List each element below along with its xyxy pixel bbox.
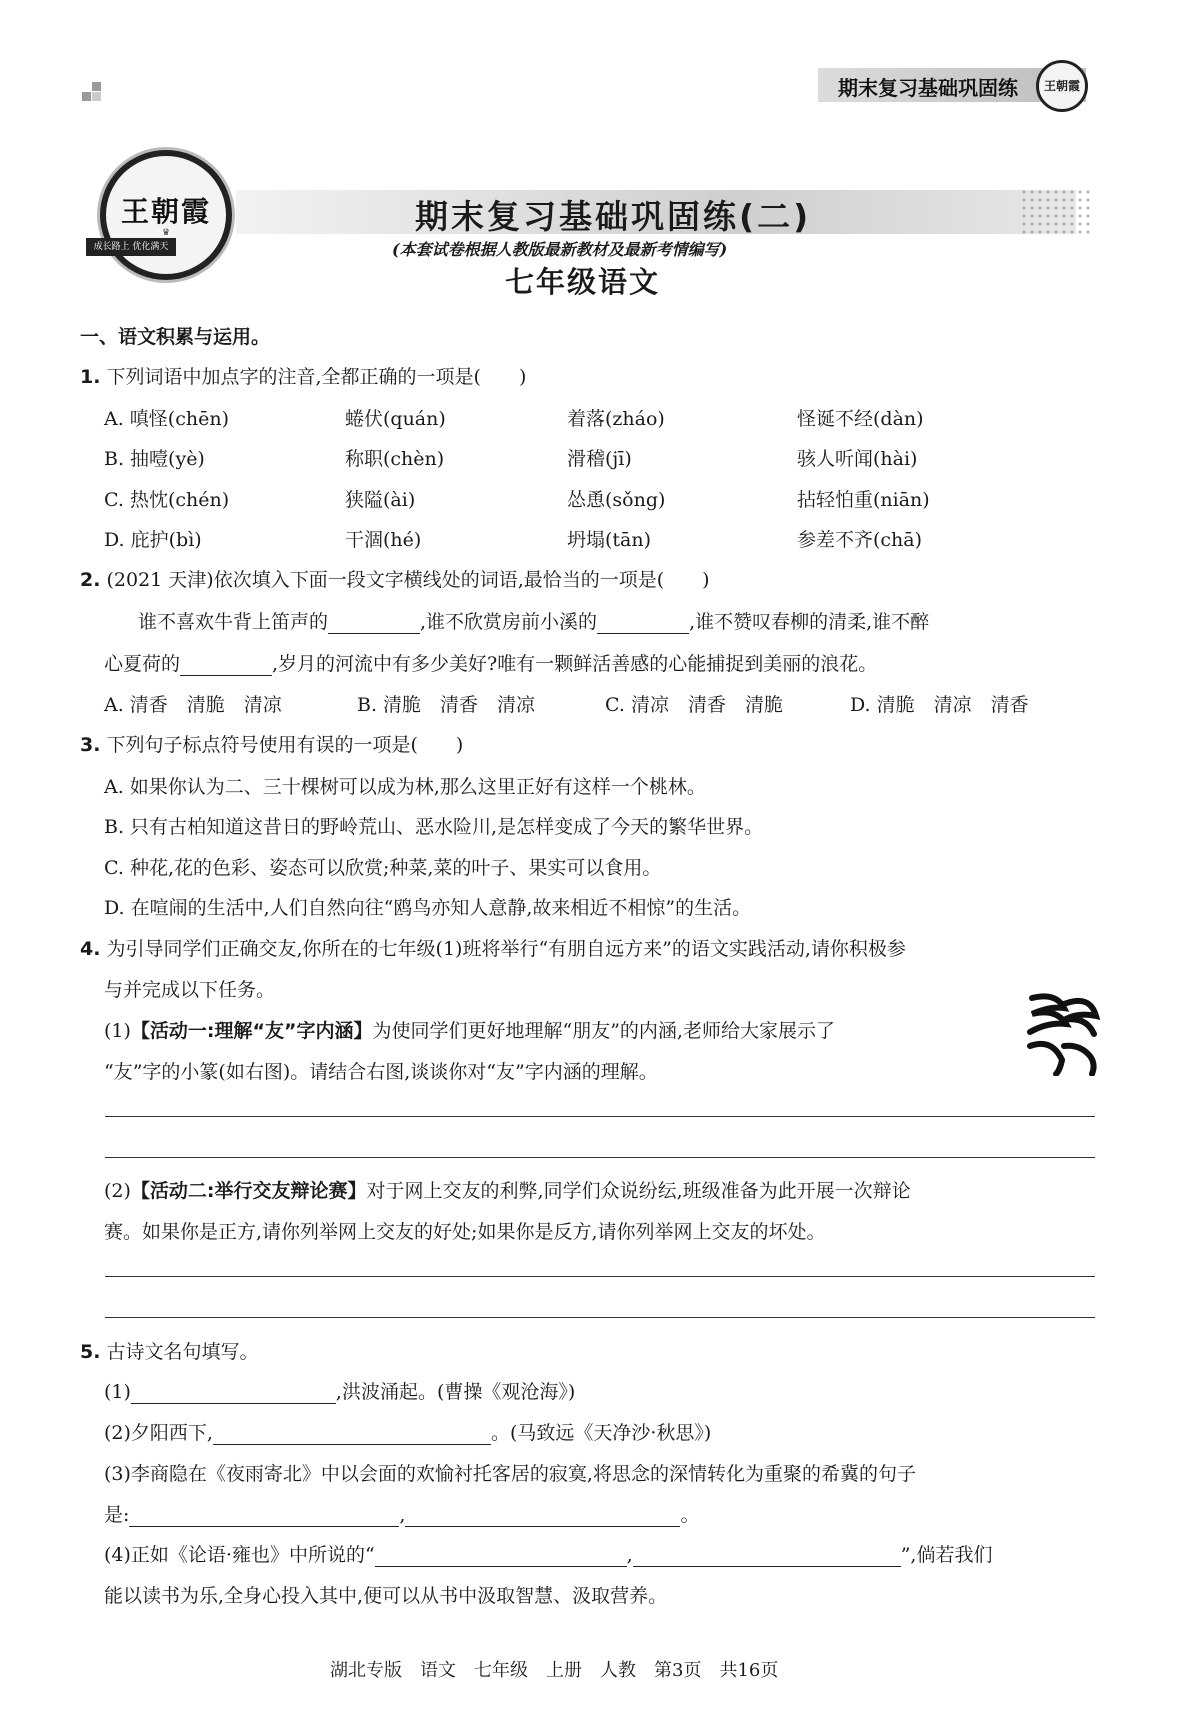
question-number: 1. bbox=[80, 366, 101, 388]
q3-option-c: C. 种花,花的色彩、姿态可以欣赏;种菜,菜的叶子、果实可以食用。 bbox=[104, 857, 662, 879]
option-d-4: 参差不齐(chā) bbox=[797, 529, 923, 551]
question-1 bbox=[80, 362, 526, 389]
fill-in-4: (4)正如《论语·雍也》中所说的“ , ”,倘若我们 bbox=[104, 1544, 993, 1566]
answer-blank[interactable] bbox=[129, 1508, 399, 1527]
dot-pattern bbox=[1020, 188, 1090, 236]
question-number: 2. bbox=[80, 569, 101, 591]
seal-script-you-icon bbox=[1020, 990, 1100, 1076]
option-c-3: 怂恿(sǒng) bbox=[567, 489, 666, 511]
activity-2-line-2: 赛。如果你是正方,请你列举网上交友的好处;如果你是反方,请你列举网上交友的坏处。 bbox=[104, 1221, 826, 1243]
question-stem: 下列词语中加点字的注音,全都正确的一项是( ) bbox=[106, 366, 527, 388]
activity-1-line-2: “友”字的小篆(如右图)。请结合右图,谈谈你对“友”字内涵的理解。 bbox=[104, 1061, 658, 1083]
fill-in-2: (2)夕阳西下, 。(马致远《天净沙·秋思》) bbox=[104, 1422, 712, 1444]
option-a-2: 蜷伏(quán) bbox=[345, 408, 446, 430]
option-c-1: C. 热忱(chén) bbox=[104, 489, 230, 511]
question-3 bbox=[80, 730, 463, 757]
answer-line[interactable] bbox=[105, 1157, 1095, 1158]
activity-2-tag: 【活动二:举行交友辩论赛】 bbox=[130, 1180, 367, 1202]
q2-passage-line-2: 心夏荷的 ,岁月的河流中有多少美好?唯有一颗鲜活善感的心能捕捉到美丽的浪花。 bbox=[104, 653, 878, 675]
question-number: 5. bbox=[80, 1341, 101, 1363]
option-d-1: D. 庇护(bì) bbox=[104, 529, 202, 551]
page-footer: 湖北专版 语文 七年级 上册 人教 第3页 共16页 bbox=[330, 1660, 779, 1681]
small-logo-icon: 王朝霞 bbox=[1036, 60, 1088, 112]
question-stem: 为引导同学们正确交友,你所在的七年级(1)班将举行“有朋自远方来”的语文实践活动,请你积极参 bbox=[106, 938, 906, 960]
answer-line[interactable] bbox=[105, 1116, 1095, 1117]
q3-option-b: B. 只有古柏知道这昔日的野岭荒山、恶水险川,是怎样变成了今天的繁华世界。 bbox=[104, 816, 764, 838]
activity-1: (1)【活动一:理解“友”字内涵】为使同学们更好地理解“朋友”的内涵,老师给大家展示了 bbox=[104, 1020, 835, 1042]
brand-logo bbox=[100, 150, 232, 280]
option-d-2: 干涸(hé) bbox=[345, 529, 422, 551]
answer-blank[interactable] bbox=[405, 1508, 680, 1527]
question-4 bbox=[80, 934, 906, 961]
question-stem: 下列句子标点符号使用有误的一项是( ) bbox=[106, 734, 464, 756]
question-stem: 古诗文名句填写。 bbox=[106, 1341, 259, 1363]
q2-option-a: A. 清香 清脆 清凉 bbox=[104, 694, 282, 716]
answer-blank[interactable] bbox=[328, 615, 420, 634]
answer-line[interactable] bbox=[105, 1276, 1095, 1277]
question-5 bbox=[80, 1337, 259, 1364]
answer-blank[interactable] bbox=[131, 1385, 336, 1404]
option-a-3: 着落(zháo) bbox=[567, 408, 665, 430]
question-number: 4. bbox=[80, 938, 101, 960]
activity-2: (2)【活动二:举行交友辩论赛】对于网上交友的利弊,同学们众说纷纭,班级准备为此开展一次辩论 bbox=[104, 1180, 911, 1202]
question-number: 3. bbox=[80, 734, 101, 756]
question-2 bbox=[80, 565, 710, 592]
q2-passage-line-1: 谁不喜欢牛背上笛声的 ,谁不欣赏房前小溪的 ,谁不赞叹春柳的清柔,谁不醉 bbox=[138, 611, 930, 633]
fill-in-4-line-2: 能以读书为乐,全身心投入其中,便可以从书中汲取智慧、汲取营养。 bbox=[104, 1585, 668, 1607]
option-d-3: 坍塌(tān) bbox=[567, 529, 652, 551]
fill-in-3-line-2: 是: , 。 bbox=[104, 1504, 700, 1526]
q2-option-b: B. 清脆 清香 清凉 bbox=[357, 694, 536, 716]
option-c-4: 拈轻怕重(niān) bbox=[797, 489, 930, 511]
option-b-3: 滑稽(jī) bbox=[567, 448, 632, 470]
q2-option-d: D. 清脆 清凉 清香 bbox=[850, 694, 1029, 716]
q3-option-d: D. 在喧闹的生活中,人们自然向往“鸥鸟亦知人意静,故来相近不相惊”的生活。 bbox=[104, 897, 752, 919]
answer-blank[interactable] bbox=[597, 615, 689, 634]
question-stem-continued: 与并完成以下任务。 bbox=[104, 979, 276, 1001]
section-title: 一、语文积累与运用。 bbox=[80, 326, 271, 348]
answer-blank[interactable] bbox=[213, 1426, 491, 1445]
option-b-4: 骇人听闻(hài) bbox=[797, 448, 918, 470]
question-stem: (2021 天津)依次填入下面一段文字横线处的词语,最恰当的一项是( ) bbox=[106, 569, 710, 591]
option-a-4: 怪诞不经(dàn) bbox=[797, 408, 924, 430]
activity-1-tag: 【活动一:理解“友”字内涵】 bbox=[130, 1020, 373, 1042]
option-b-2: 称职(chèn) bbox=[345, 448, 445, 470]
page-subtitle: (本套试卷根据人教版最新教材及最新考情编写) bbox=[392, 240, 728, 259]
option-b-1: B. 抽噎(yè) bbox=[104, 448, 205, 470]
answer-line[interactable] bbox=[105, 1317, 1095, 1318]
fill-in-3: (3)李商隐在《夜雨寄北》中以会面的欢愉衬托客居的寂寞,将思念的深情转化为重聚的希冀的句子 bbox=[104, 1463, 916, 1485]
logo-ribbon: 成长路上 优化满天 bbox=[86, 238, 176, 256]
q3-option-a: A. 如果你认为二、三十棵树可以成为林,那么这里正好有这样一个桃林。 bbox=[104, 776, 706, 798]
q2-option-c: C. 清凉 清香 清脆 bbox=[605, 694, 783, 716]
crown-icon: ♛ bbox=[161, 228, 171, 238]
fill-in-1: (1) ,洪波涌起。(曹操《观沧海》) bbox=[104, 1381, 576, 1403]
brand-logo-text: 王朝霞 bbox=[120, 195, 211, 228]
answer-blank[interactable] bbox=[633, 1548, 901, 1567]
option-a-1: A. 嗔怪(chēn) bbox=[104, 408, 229, 430]
header-band-title: 期末复习基础巩固练 bbox=[838, 76, 1018, 100]
option-c-2: 狭隘(ài) bbox=[345, 489, 416, 511]
answer-blank[interactable] bbox=[375, 1548, 627, 1567]
subject-title: 七年级语文 bbox=[505, 265, 661, 299]
answer-blank[interactable] bbox=[180, 657, 272, 676]
page-title: 期末复习基础巩固练(二) bbox=[415, 197, 812, 236]
